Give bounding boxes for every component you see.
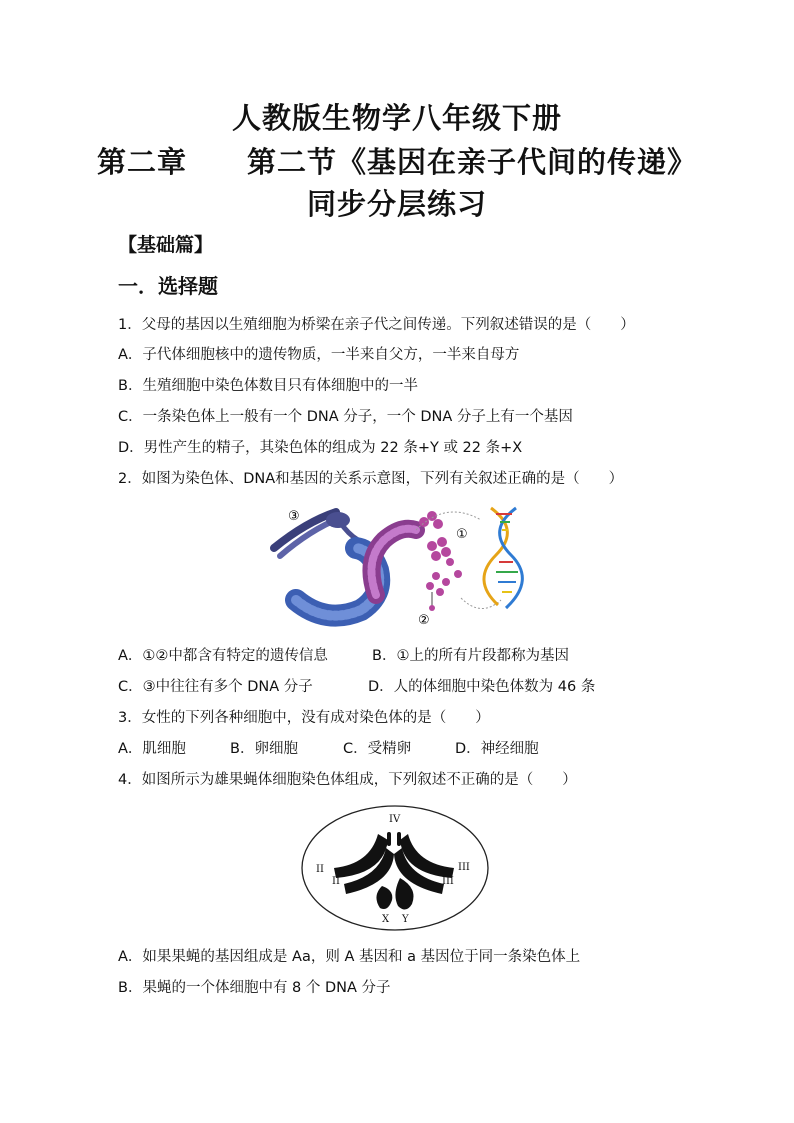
- question-1-option-d: D．男性产生的精子，其染色体的组成为 22 条+Y 或 22 条+X: [118, 440, 523, 456]
- part-heading: 一．选择题: [118, 274, 218, 298]
- chromosome-dna-gene-figure: [266, 500, 531, 630]
- question-4-option-a: A．如果果蝇的基因组成是 Aa，则 A 基因和 a 基因位于同一条染色体上: [118, 949, 581, 965]
- question-3-option-a: A．肌细胞: [118, 741, 186, 757]
- label-ii-a: II: [316, 864, 324, 875]
- question-3-option-c: C．受精卵: [343, 741, 412, 757]
- question-2-option-c: C．③中往往有多个 DNA 分子: [118, 679, 313, 695]
- figure-label-3: ③: [288, 509, 300, 524]
- document-title: 人教版生物学八年级下册: [231, 101, 562, 135]
- question-4-stem: 4．如图所示为雄果蝇体细胞染色体组成，下列叙述不正确的是（ ）: [118, 772, 577, 788]
- nucleosome-coil-icon: [372, 529, 417, 595]
- label-iii-a: III: [458, 862, 470, 873]
- dna-helix-icon: [484, 508, 522, 608]
- question-2-option-a: A．①②中都含有特定的遗传信息: [118, 648, 328, 664]
- question-2-stem: 2．如图为染色体、DNA和基因的关系示意图，下列有关叙述正确的是（ ）: [118, 471, 624, 487]
- question-2-option-d: D．人的体细胞中染色体数为 46 条: [368, 679, 596, 695]
- question-4-option-b: B．果蝇的一个体细胞中有 8 个 DNA 分子: [118, 980, 391, 996]
- label-x: X: [382, 914, 390, 925]
- fruit-fly-chromosome-figure: [300, 804, 490, 932]
- question-1-option-b: B．生殖细胞中染色体数目只有体细胞中的一半: [118, 378, 418, 394]
- chapter-title: 第二章 第二节《基因在亲子代间的传递》: [96, 145, 697, 179]
- section-label: 【基础篇】: [118, 234, 214, 256]
- question-2-option-b: B．①上的所有片段都称为基因: [372, 648, 569, 664]
- question-1-option-c: C．一条染色体上一般有一个 DNA 分子，一个 DNA 分子上有一个基因: [118, 409, 573, 425]
- practice-title: 同步分层练习: [306, 187, 487, 221]
- figure-label-2: ②: [418, 613, 430, 628]
- nucleosome-beads-icon: [419, 511, 462, 596]
- question-1-stem: 1．父母的基因以生殖细胞为桥梁在亲子代之间传递。下列叙述错误的是（ ）: [118, 317, 635, 333]
- question-3-option-b: B．卵细胞: [230, 741, 298, 757]
- label-iv: IV: [389, 814, 401, 825]
- label-iii-b: III: [442, 876, 454, 887]
- figure-label-1: ①: [456, 527, 468, 542]
- label-y: Y: [402, 914, 409, 925]
- question-3-stem: 3．女性的下列各种细胞中，没有成对染色体的是（ ）: [118, 710, 490, 726]
- label-ii-b: II: [332, 876, 340, 887]
- question-3-option-d: D．神经细胞: [455, 741, 539, 757]
- question-1-option-a: A．子代体细胞核中的遗传物质，一半来自父方，一半来自母方: [118, 347, 520, 363]
